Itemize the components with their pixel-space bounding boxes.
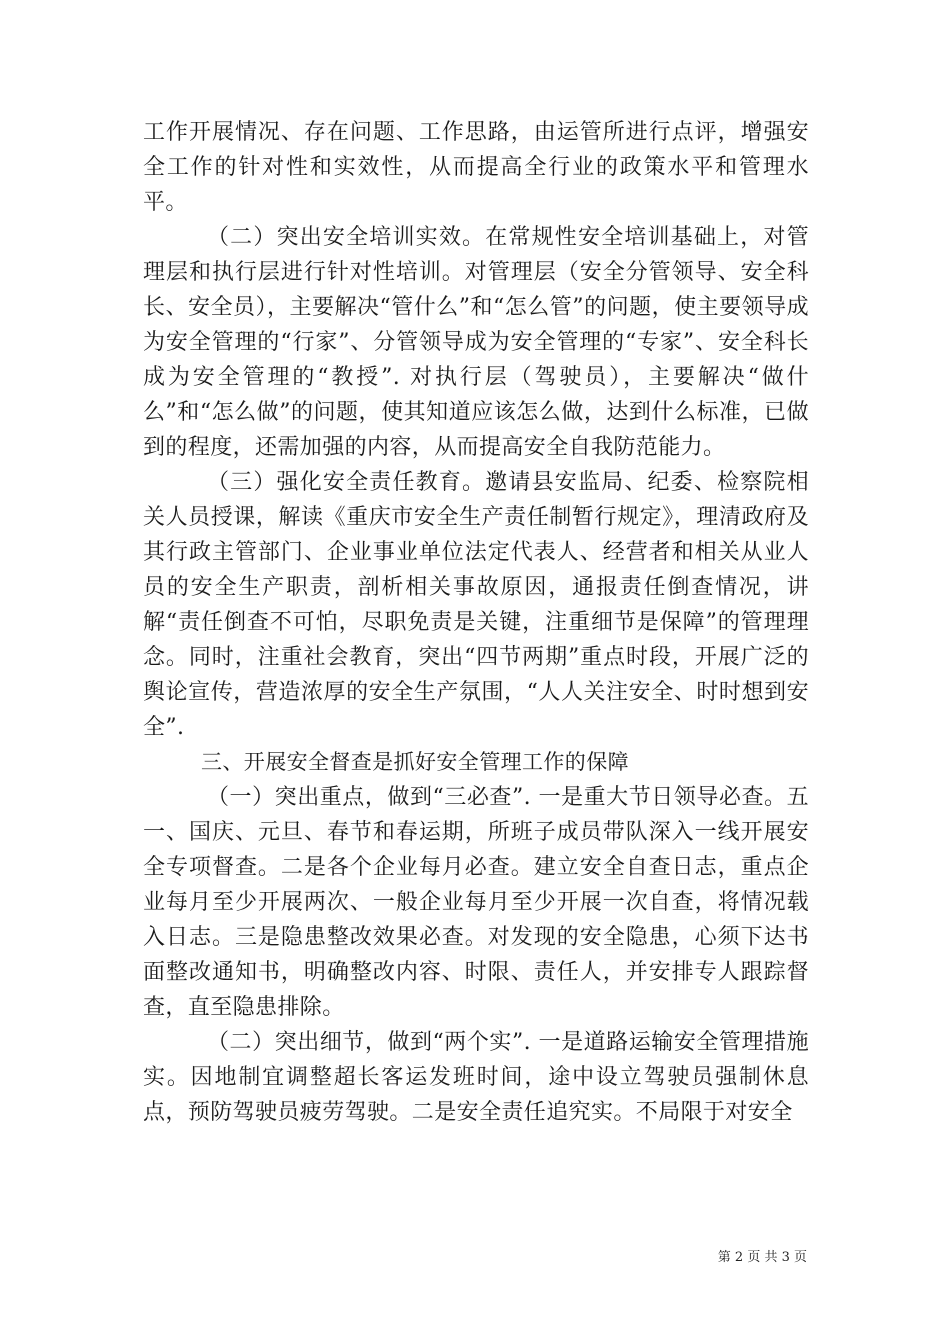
paragraph-three-checks: （一）突出重点，做到“三必查”. 一是重大节日领导必查。五一、国庆、元旦、春节和春运期，所班子成员带队深入一线开展安全专项督查。二是各个企业每月必查。建立安全自查日志，重点企业每月至少开展两次、一般企业每月至少开展一次自查，将情况载入日志。三是隐患整改效果必查。对发现的安全隐患，心须下达书面整改通知书，明确整改内容、时限、责任人，并安排专人跟踪督查，直至隐患排除。 xyxy=(143,785,809,1020)
document-page xyxy=(143,115,809,1130)
paragraph-continuation: 工作开展情况、存在问题、工作思路，由运管所进行点评，增强安全工作的针对性和实效性，从而提高全行业的政策水平和管理水平。 xyxy=(143,120,809,215)
paragraph-safety-training: （二）突出安全培训实效。在常规性安全培训基础上，对管理层和执行层进行针对性培训。对管理层（安全分管领导、安全科长、安全员），主要解决“管什么”和“怎么管”的问题，使主要领导成为安全管理的“行家”、分管领导成为安全管理的“专家”、安全科长成为安全管理的“教授”. 对执行层（驾驶员），主要解决“做什么”和“怎么做”的问题，使其知道应该怎么做，达到什么标准，已做到的程度，还需加强的内容，从而提高安全自我防范能力。 xyxy=(143,225,809,460)
page-number-footer: 第 2 页 共 3 页 xyxy=(717,1250,807,1265)
section-heading: 三、开展安全督查是抓好安全管理工作的保障 xyxy=(201,750,629,774)
paragraph-two-realities: （二）突出细节，做到“两个实”. 一是道路运输安全管理措施实。因地制宜调整超长客运发班时间，途中设立驾驶员强制休息点，预防驾驶员疲劳驾驶。二是安全责任追究实。不局限于对安全 xyxy=(143,1030,809,1125)
paragraph-responsibility-education: （三）强化安全责任教育。邀请县安监局、纪委、检察院相关人员授课，解读《重庆市安全生产责任制暂行规定》，理清政府及其行政主管部门、企业事业单位法定代表人、经营者和相关从业人员的安全生产职责，剖析相关事故原因，通报责任倒查情况，讲解“责任倒查不可怕，尽职免责是关键，注重细节是保障”的管理理念。同时，注重社会教育，突出“四节两期”重点时段，开展广泛的舆论宣传，营造浓厚的安全生产氛围，“人人关注安全、时时想到安全”. xyxy=(143,470,809,740)
